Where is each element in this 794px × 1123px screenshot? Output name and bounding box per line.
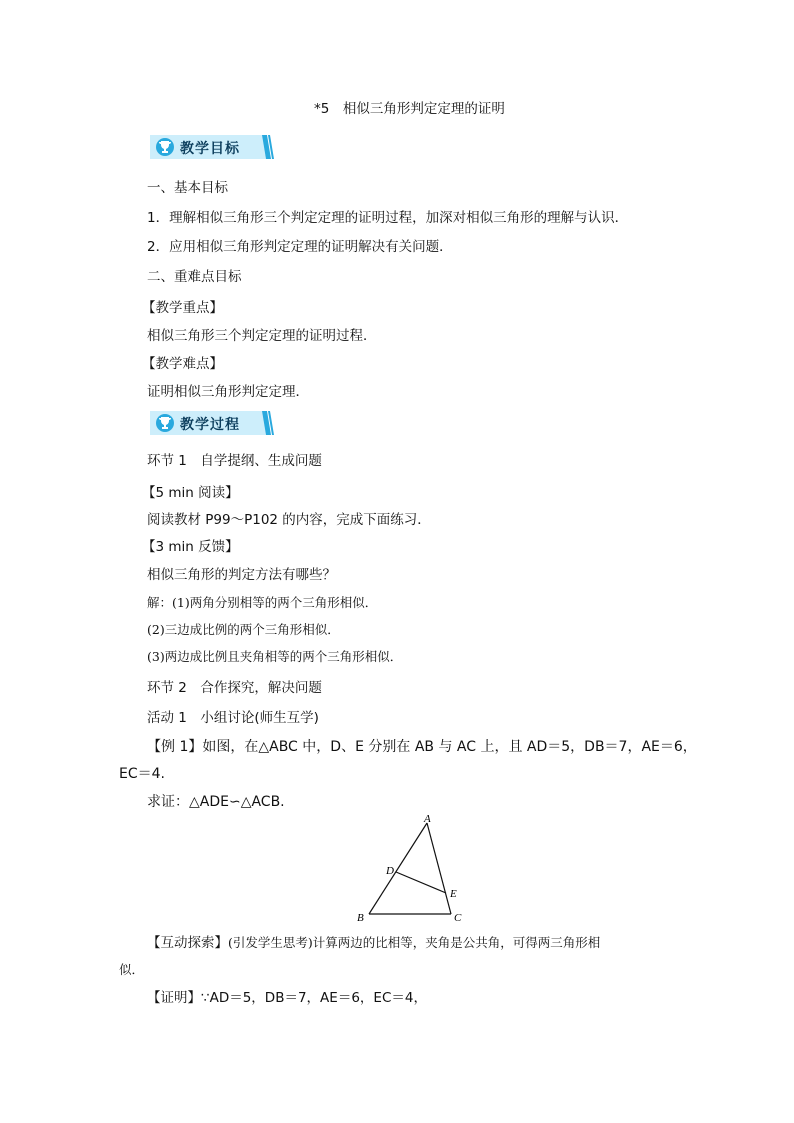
proof-label: 【证明】 xyxy=(147,990,201,1006)
focus-text: 相似三角形三个判定定理的证明过程． xyxy=(147,328,377,344)
answer-3: (3)两边成比例且夹角相等的两个三角形相似． xyxy=(147,649,403,664)
proof-text: ∵AD＝5，DB＝7，AE＝6，EC＝4， xyxy=(201,990,427,1006)
goal-item-1: 1．理解相似三角形三个判定定理的证明过程，加深对相似三角形的理解与认识． xyxy=(147,210,629,226)
trophy-icon xyxy=(157,415,173,431)
goal-item-2: 2．应用相似三角形判定定理的证明解决有关问题． xyxy=(147,239,453,255)
label-b: B xyxy=(357,912,364,924)
step-2-heading: 环节 2 合作探究，解决问题 xyxy=(147,680,322,696)
label-e: E xyxy=(450,888,457,900)
explore-label: 【互动探索】 xyxy=(147,935,228,951)
key-goals-heading: 二、重难点目标 xyxy=(147,269,242,285)
segment-ab xyxy=(369,823,427,914)
basic-goals-heading: 一、基本目标 xyxy=(147,180,228,196)
explore-line xyxy=(147,934,600,952)
segment-de xyxy=(396,872,446,893)
reading-label: 【5 min 阅读】 xyxy=(142,485,239,501)
question-text: 相似三角形的判定方法有哪些？ xyxy=(147,567,336,583)
section-banner-goals xyxy=(150,135,274,159)
explore-text: (引发学生思考)计算两边的比相等，夹角是公共角，可得两三角形相 xyxy=(228,935,601,950)
proof-line xyxy=(147,989,427,1007)
section-banner-process-label: 教学过程 xyxy=(180,417,240,433)
difficulty-text: 证明相似三角形判定定理． xyxy=(147,384,309,400)
prove-statement: 求证：△ADE∽△ACB. xyxy=(147,794,285,810)
section-banner-process xyxy=(150,411,274,435)
example-text: 如图，在△ABC 中，D、E 分别在 AB 与 AC 上，且 AD＝5，DB＝7，AE＝6， xyxy=(202,739,697,755)
label-d: D xyxy=(386,865,394,877)
segment-ac xyxy=(427,823,451,914)
example-label: 【例 1】 xyxy=(147,739,203,755)
answer-1: 解：(1)两角分别相等的两个三角形相似． xyxy=(147,595,378,610)
example-1-continued: EC＝4. xyxy=(119,766,165,782)
focus-label: 【教学重点】 xyxy=(142,300,223,316)
reading-text: 阅读教材 P99～P102 的内容，完成下面练习． xyxy=(147,512,431,528)
triangle-figure xyxy=(352,813,468,925)
feedback-label: 【3 min 反馈】 xyxy=(142,539,239,555)
step-1-heading: 环节 1 自学提纲、生成问题 xyxy=(147,453,322,469)
example-1 xyxy=(147,738,697,756)
trophy-icon xyxy=(157,139,173,155)
explore-continued: 似． xyxy=(119,962,145,977)
label-c: C xyxy=(454,912,462,924)
answer-2: (2)三边成比例的两个三角形相似． xyxy=(147,622,340,637)
page-title: *5 相似三角形判定定理的证明 xyxy=(314,101,505,117)
section-banner-goals-label: 教学目标 xyxy=(180,141,240,157)
activity-1-heading: 活动 1 小组讨论(师生互学) xyxy=(147,710,319,726)
difficulty-label: 【教学难点】 xyxy=(142,356,223,372)
label-a: A xyxy=(424,813,431,825)
